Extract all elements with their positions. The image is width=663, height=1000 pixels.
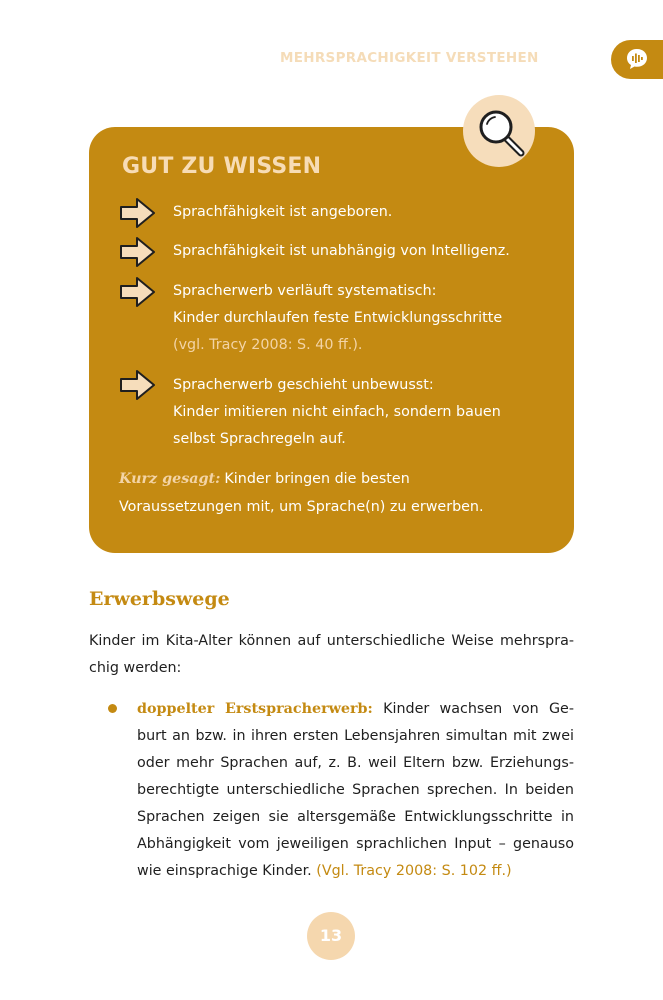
list-item-text: Kinder wachsen von Ge- xyxy=(383,701,575,717)
speech-bubble-icon xyxy=(626,48,648,70)
bullet-text: selbst Sprachregeln auf. xyxy=(173,431,346,447)
bullet-text: Kinder imitieren nicht einfach, sondern bauen xyxy=(173,404,501,420)
box-title: GUT ZU WISSEN xyxy=(122,154,322,179)
arrow-right-icon xyxy=(118,235,158,269)
list-item-line: burt an bzw. in ihren ersten Lebensjahren simultan mit zwei xyxy=(137,728,574,744)
term: doppelter Erstspracherwerb: xyxy=(137,701,373,717)
bullet-text: Kinder durchlaufen feste Entwicklungsschritte xyxy=(173,310,503,326)
paragraph-line: chig werden: xyxy=(89,660,182,676)
section-heading: Erwerbswege xyxy=(89,588,230,610)
citation: (Vgl. Tracy 2008: S. 102 ff.) xyxy=(316,863,512,879)
list-item-line: oder mehr Sprachen auf, z. B. weil Eltern bzw. Erziehungs- xyxy=(137,755,574,771)
chapter-tab xyxy=(611,40,663,79)
list-item-line xyxy=(137,858,512,885)
page-number: 13 xyxy=(307,912,355,960)
summary-label: Kurz gesagt: xyxy=(119,471,221,487)
summary-text: Kinder bringen die besten xyxy=(224,471,410,487)
summary-text: Voraussetzungen mit, um Sprache(n) zu erwerben. xyxy=(119,499,484,515)
bullet-text: Spracherwerb verläuft systematisch: xyxy=(173,283,437,299)
list-item-line: berechtigte unterschiedliche Sprachen sprechen. In beiden xyxy=(137,782,574,798)
summary xyxy=(119,465,484,521)
arrow-right-icon xyxy=(118,368,158,402)
citation: (vgl. Tracy 2008: S. 40 ff.). xyxy=(173,337,363,353)
bullet-text: Sprachfähigkeit ist angeboren. xyxy=(173,204,393,220)
magnifier-icon xyxy=(463,95,535,167)
list-item-line: Sprachen zeigen sie altersgemäße Entwicklungsschritte in xyxy=(137,809,574,825)
list-item-line xyxy=(137,696,574,723)
arrow-right-icon xyxy=(118,275,158,309)
list-bullet xyxy=(108,704,117,713)
paragraph-line: Kinder im Kita-Alter können auf unterschiedliche Weise mehrspra- xyxy=(89,633,574,649)
bullet-text: Spracherwerb geschieht unbewusst: xyxy=(173,377,434,393)
magnifier-badge xyxy=(463,95,535,167)
bullet-text: Sprachfähigkeit ist unabhängig von Intelligenz. xyxy=(173,243,510,259)
arrow-right-icon xyxy=(118,196,158,230)
good-to-know-box xyxy=(89,127,574,553)
running-head: MEHRSPRACHIGKEIT VERSTEHEN xyxy=(280,50,539,66)
list-item-line: Abhängigkeit vom jeweiligen sprachlichen Input – genauso xyxy=(137,836,574,852)
list-item-text: wie einsprachige Kinder. xyxy=(137,863,312,879)
